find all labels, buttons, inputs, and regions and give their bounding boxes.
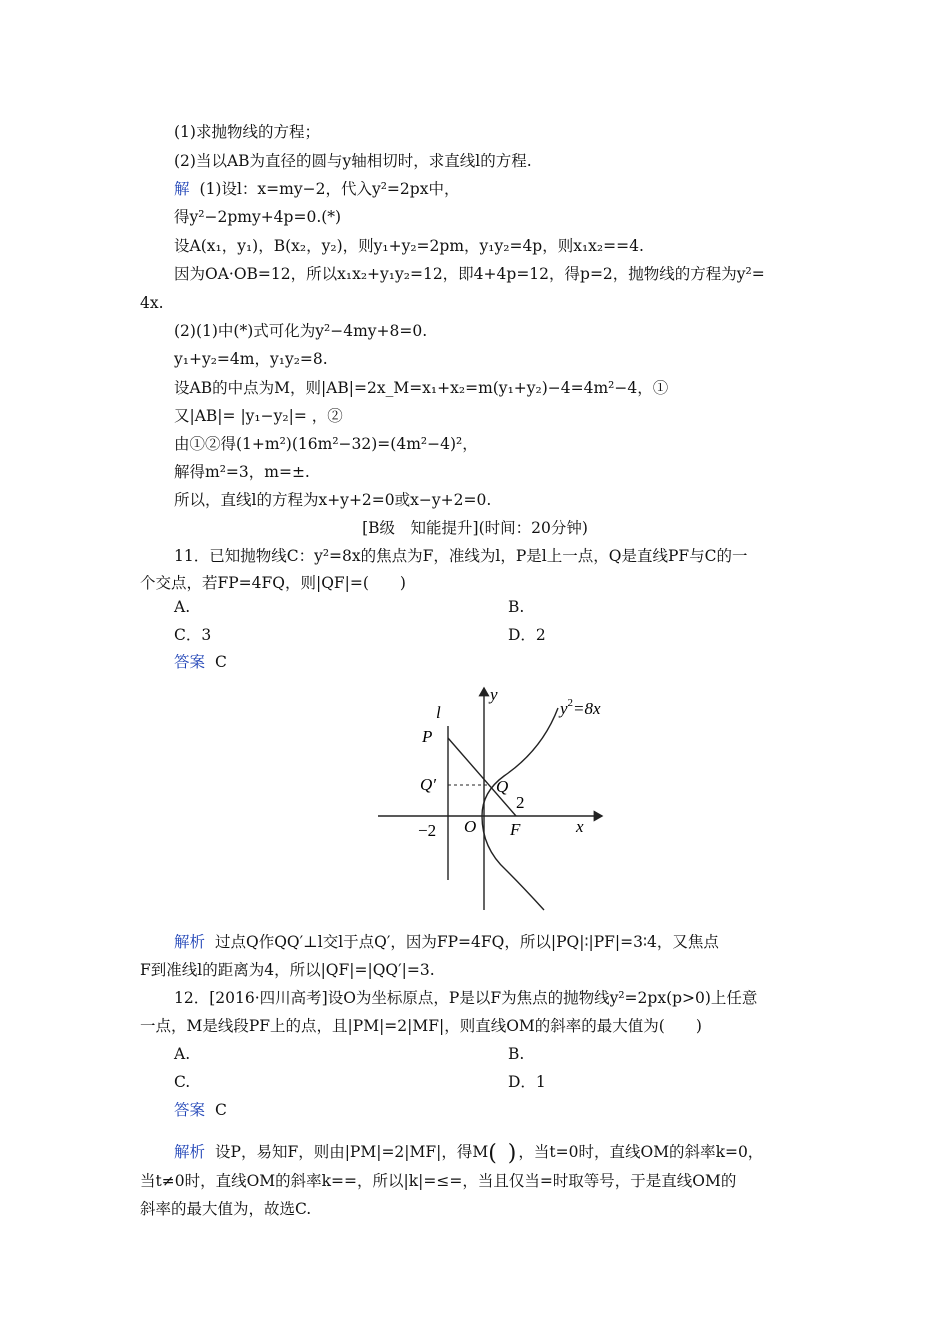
problem12-answer <box>174 1100 227 1120</box>
problem12-option-d: D．1 <box>508 1073 546 1091</box>
problem11-option-c: C．3 <box>174 626 212 644</box>
problem11-option-d: D．2 <box>508 626 546 644</box>
answer-label: 答案 <box>174 1101 206 1119</box>
label-q: Q <box>496 777 509 796</box>
problem10-solution-line4: 因为OA·OB=12，所以x₁x₂+y₁y₂=12，即4+4p=12，得p=2，抛物线的方程为y²= <box>174 265 765 283</box>
problem12-analysis-line3: 斜率的最大值为，故选C. <box>140 1200 312 1218</box>
analysis-text-a: 设P，易知F，则由|PM|=2|MF|，得M <box>215 1143 489 1161</box>
solution-label: 解 <box>174 180 190 198</box>
problem12-option-b: B. <box>508 1045 525 1063</box>
answer-label: 答案 <box>174 653 206 671</box>
label-o: O <box>464 817 477 836</box>
label-l: l <box>436 703 441 722</box>
problem10-solution-line11: 解得m²=3，m=±. <box>174 463 310 481</box>
analysis-label: 解析 <box>174 933 206 951</box>
solution-text: (1)设l：x=my−2，代入y²=2px中， <box>199 180 460 198</box>
label-f: F <box>510 820 521 839</box>
problem12-analysis-line2: 当t≠0时，直线OM的斜率k==，所以|k|=≤=，当且仅当=时取等号，于是直线OM的 <box>140 1172 737 1190</box>
problem10-solution-line1 <box>174 179 459 199</box>
problem11-stem-line2: 个交点，若FP=4FQ，则|QF|=( ) <box>140 574 406 592</box>
parabola-figure <box>364 680 620 914</box>
analysis-text: 过点Q作QQ′⊥l交l于点Q′，因为FP=4FQ，所以|PQ|∶|PF|=3∶4，又焦点 <box>215 933 719 951</box>
problem10-solution-line6: (2)(1)中(*)式可化为y²−4my+8=0. <box>174 322 428 340</box>
problem11-analysis-line2: F到准线l的距离为4，所以|QF|=|QQ′|=3. <box>140 961 435 979</box>
answer-value: C <box>215 1101 227 1119</box>
problem10-solution-line5: 4x. <box>140 294 164 312</box>
label-x: x <box>576 817 584 836</box>
section-title: [B级 知能提升](时间：20分钟) <box>362 519 588 537</box>
problem10-solution-line10: 由①②得(1+m²)(16m²−32)=(4m²−4)²， <box>174 435 478 453</box>
label-minus2: −2 <box>418 821 437 840</box>
label-equation: $y^2=8x$ <box>560 697 601 718</box>
problem11-analysis-line1 <box>174 932 719 952</box>
problem12-option-a: A. <box>174 1045 191 1063</box>
problem12-analysis-line1 <box>174 1142 763 1164</box>
bracket-glyph: ( ) <box>488 1141 519 1166</box>
analysis-text-b: ，当t=0时，直线OM的斜率k=0， <box>518 1143 764 1161</box>
problem10-solution-line2: 得y²−2pmy+4p=0.(*) <box>174 208 342 226</box>
analysis-label: 解析 <box>174 1143 206 1161</box>
problem11-option-a: A. <box>174 598 191 616</box>
answer-value: C <box>215 653 227 671</box>
problem10-q2: (2)当以AB为直径的圆与y轴相切时，求直线l的方程. <box>174 152 532 170</box>
problem10-solution-line9: 又|AB|= |y₁−y₂|= ，② <box>174 407 343 425</box>
label-y: y <box>490 685 498 704</box>
problem10-solution-line12: 所以，直线l的方程为x+y+2=0或x−y+2=0. <box>174 491 492 509</box>
problem10-solution-line8: 设AB的中点为M，则|AB|=2x_M=x₁+x₂=m(y₁+y₂)−4=4m²−4，① <box>174 379 669 397</box>
problem10-solution-line7: y₁+y₂=4m，y₁y₂=8. <box>174 350 328 368</box>
label-p: P <box>422 727 433 746</box>
problem11-option-b: B. <box>508 598 525 616</box>
problem12-option-c: C. <box>174 1073 191 1091</box>
label-2: 2 <box>516 793 525 812</box>
problem12-stem-line2: 一点，M是线段PF上的点，且|PM|=2|MF|，则直线OM的斜率的最大值为( ) <box>140 1017 702 1035</box>
label-q-prime: Q′ <box>420 775 436 794</box>
problem11-answer <box>174 652 227 672</box>
problem12-stem-line1: 12．[2016·四川高考]设O为坐标原点，P是以F为焦点的抛物线y²=2px(p>0)上任意 <box>174 989 758 1007</box>
problem10-q1: (1)求抛物线的方程； <box>174 123 320 141</box>
problem10-solution-line3: 设A(x₁，y₁)，B(x₂，y₂)，则y₁+y₂=2pm，y₁y₂=4p，则x₁x₂==4. <box>174 237 644 255</box>
problem11-stem-line1: 11．已知抛物线C：y²=8x的焦点为F，准线为l，P是l上一点，Q是直线PF与C的一 <box>174 547 748 565</box>
